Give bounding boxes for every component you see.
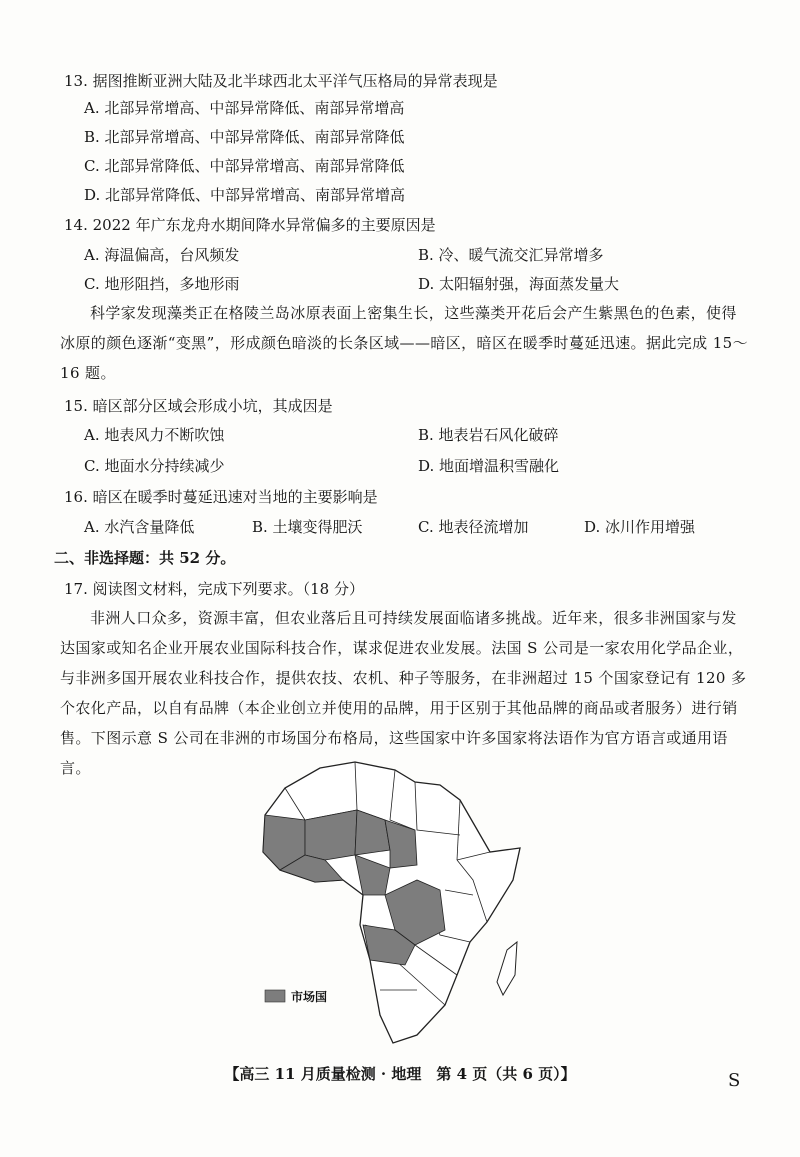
passage-algae-text: 科学家发现藻类正在格陵兰岛冰原表面上密集生长，这些藻类开花后会产生紫黑色的色素，使得冰原的颜色逐渐“变黑”，形成颜色暗淡的长条区域——暗区，暗区在暖季时蔓延迅速。据此完成 15～16 题。 xyxy=(60,304,748,382)
corner-mark: S xyxy=(728,1070,741,1091)
q15-option-a: A. 地表风力不断吹蚀 xyxy=(84,426,225,444)
q16-option-b: B. 土壤变得肥沃 xyxy=(252,518,363,536)
q14-option-a: A. 海温偏高，台风频发 xyxy=(84,246,240,264)
legend-swatch xyxy=(265,990,285,1002)
q17-passage xyxy=(60,603,750,783)
page-footer: 【高三 11 月质量检测 · 地理 第 4 页（共 6 页）】 xyxy=(224,1065,576,1083)
q13-option-c: C. 北部异常降低、中部异常增高、南部异常降低 xyxy=(84,157,405,175)
q15-option-c: C. 地面水分持续减少 xyxy=(84,457,225,475)
q15-stem: 15. 暗区部分区域会形成小坑，其成因是 xyxy=(64,397,333,415)
q14-stem: 14. 2022 年广东龙舟水期间降水异常偏多的主要原因是 xyxy=(64,216,436,234)
section-heading: 二、非选择题：共 52 分。 xyxy=(54,549,236,567)
q14-option-c: C. 地形阻挡，多地形雨 xyxy=(84,275,240,293)
q14-option-d: D. 太阳辐射强，海面蒸发量大 xyxy=(418,275,620,293)
q13-option-a: A. 北部异常增高、中部异常降低、南部异常增高 xyxy=(84,99,405,117)
q15-option-b: B. 地表岩石风化破碎 xyxy=(418,426,559,444)
q16-option-c: C. 地表径流增加 xyxy=(418,518,529,536)
africa-map-svg xyxy=(245,760,545,1050)
q13-stem: 13. 据图推断亚洲大陆及北半球西北太平洋气压格局的异常表现是 xyxy=(64,72,498,90)
q14-option-b: B. 冷、暖气流交汇异常增多 xyxy=(418,246,604,264)
legend-label: 市场国 xyxy=(291,990,328,1004)
q17-passage-text: 非洲人口众多，资源丰富，但农业落后且可持续发展面临诸多挑战。近年来，很多非洲国家与发达国家或知名企业开展农业国际科技合作，谋求促进农业发展。法国 S 公司是一家农用化学品企业，与非洲多国开展农业科技合作，提供农技、农机、种子等服务，在非洲超过 15 个国家登记有 120 多个农化产品，以自有品牌（本企业创立并使用的品牌，用于区别于其他品牌的商品或者服务）进行销售。下图示意 S 公司在非洲的市场国分布格局，这些国家中许多国家将法语作为官方语言或通用语言。 xyxy=(60,609,747,777)
q16-stem: 16. 暗区在暖季时蔓延迅速对当地的主要影响是 xyxy=(64,488,378,506)
passage-algae xyxy=(60,298,750,388)
q13-option-d: D. 北部异常降低、中部异常增高、南部异常增高 xyxy=(84,186,406,204)
q17-stem: 17. 阅读图文材料，完成下列要求。（18 分） xyxy=(64,580,364,598)
q16-option-a: A. 水汽含量降低 xyxy=(84,518,195,536)
africa-market-map xyxy=(245,760,545,1050)
q13-option-b: B. 北部异常增高、中部异常降低、南部异常降低 xyxy=(84,128,405,146)
q16-option-d: D. 冰川作用增强 xyxy=(584,518,696,536)
madagascar xyxy=(497,942,517,995)
q15-option-d: D. 地面增温积雪融化 xyxy=(418,457,560,475)
